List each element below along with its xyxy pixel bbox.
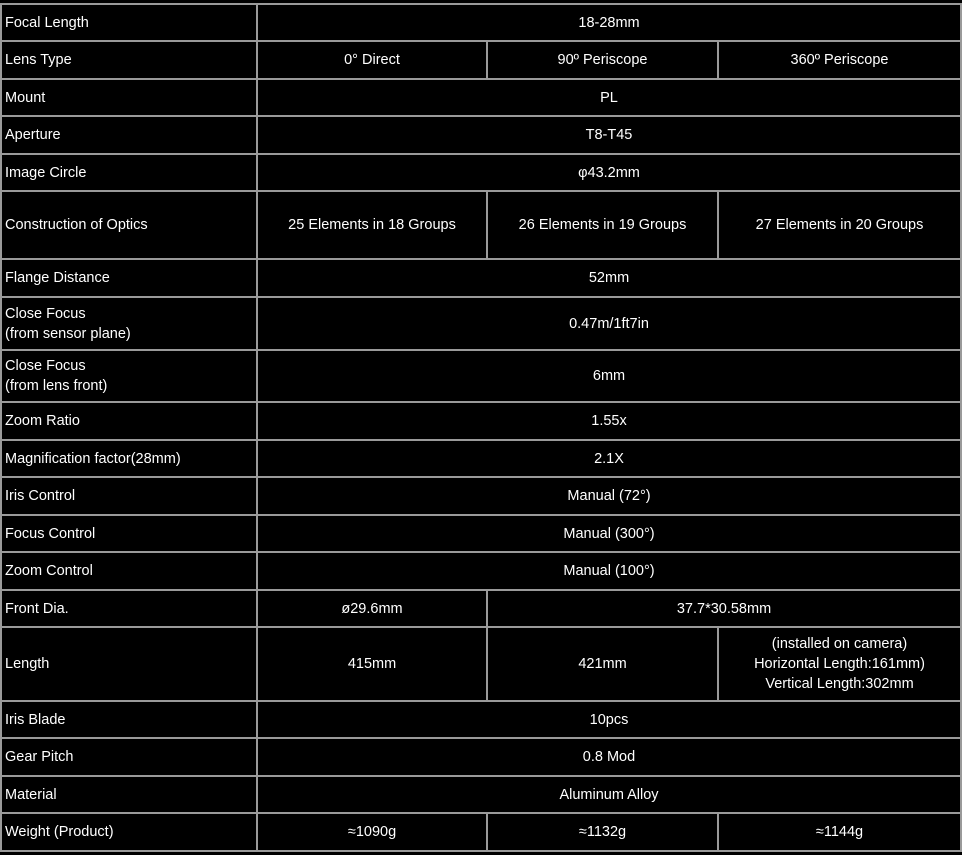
table-row (1, 701, 961, 738)
row-value: T8-T45 (257, 116, 961, 154)
row-label: Iris Control (1, 477, 257, 515)
row-value: 6mm (257, 350, 961, 402)
row-value: 10pcs (257, 701, 961, 738)
row-value: 25 Elements in 18 Groups (257, 191, 487, 259)
row-value: 52mm (257, 259, 961, 297)
row-label: Zoom Ratio (1, 402, 257, 440)
row-label: Focal Length (1, 4, 257, 41)
row-label: Aperture (1, 116, 257, 154)
row-label-line: (from sensor plane) (5, 325, 131, 342)
table-row (1, 477, 961, 515)
row-value: 26 Elements in 19 Groups (487, 191, 718, 259)
row-value: Manual (300°) (257, 515, 961, 552)
row-value: 90º Periscope (487, 41, 718, 79)
row-label: Zoom Control (1, 552, 257, 590)
table-row (1, 191, 961, 259)
row-label: Weight (Product) (1, 813, 257, 851)
row-value: 0.47m/1ft7in (257, 297, 961, 350)
row-value: 27 Elements in 20 Groups (718, 191, 961, 259)
row-value: 1.55x (257, 402, 961, 440)
table-row (1, 552, 961, 590)
table-row (1, 627, 961, 701)
row-value: ø29.6mm (257, 590, 487, 627)
table-row (1, 402, 961, 440)
row-label: Mount (1, 79, 257, 116)
row-value: 37.7*30.58mm (487, 590, 961, 627)
table-row (1, 515, 961, 552)
row-label: Lens Type (1, 41, 257, 79)
row-label-line: Close Focus (5, 358, 86, 374)
row-value: ≈1132g (487, 813, 718, 851)
table-row (1, 79, 961, 116)
row-label: Focus Control (1, 515, 257, 552)
row-label: Front Dia. (1, 590, 257, 627)
row-value: Manual (100°) (257, 552, 961, 590)
row-value: ≈1144g (718, 813, 961, 851)
row-value: 18-28mm (257, 4, 961, 41)
row-value: Manual (72°) (257, 477, 961, 515)
row-label: Material (1, 776, 257, 813)
table-row (1, 259, 961, 297)
table-row (1, 813, 961, 851)
table-row (1, 41, 961, 79)
row-label (1, 350, 257, 402)
row-value: 0.8 Mod (257, 738, 961, 776)
row-label-line: (from lens front) (5, 378, 108, 394)
row-value-line: Horizontal Length:161mm) (754, 656, 925, 672)
table-row (1, 350, 961, 402)
row-value: 360º Periscope (718, 41, 961, 79)
row-label-line: Close Focus (5, 305, 86, 322)
row-label: Image Circle (1, 154, 257, 191)
lens-spec-table (0, 3, 962, 852)
row-label (1, 297, 257, 350)
table-row (1, 776, 961, 813)
table-row (1, 4, 961, 41)
row-label: Magnification factor(28mm) (1, 440, 257, 477)
row-label: Construction of Optics (1, 191, 257, 259)
spec-table-container (0, 3, 960, 852)
row-label: Gear Pitch (1, 738, 257, 776)
table-row (1, 590, 961, 627)
row-label: Iris Blade (1, 701, 257, 738)
table-row (1, 154, 961, 191)
row-value: ≈1090g (257, 813, 487, 851)
row-value-line: (installed on camera) (771, 636, 908, 652)
table-row (1, 440, 961, 477)
table-row (1, 738, 961, 776)
row-value-line: Vertical Length:302mm (765, 676, 914, 692)
row-label: Flange Distance (1, 259, 257, 297)
row-value: Aluminum Alloy (257, 776, 961, 813)
row-value: 421mm (487, 627, 718, 701)
row-value: 415mm (257, 627, 487, 701)
row-label: Length (1, 627, 257, 701)
row-value: φ43.2mm (257, 154, 961, 191)
row-value (718, 627, 961, 701)
table-row (1, 116, 961, 154)
row-value: 2.1X (257, 440, 961, 477)
table-row (1, 297, 961, 350)
row-value: 0° Direct (257, 41, 487, 79)
row-value: PL (257, 79, 961, 116)
